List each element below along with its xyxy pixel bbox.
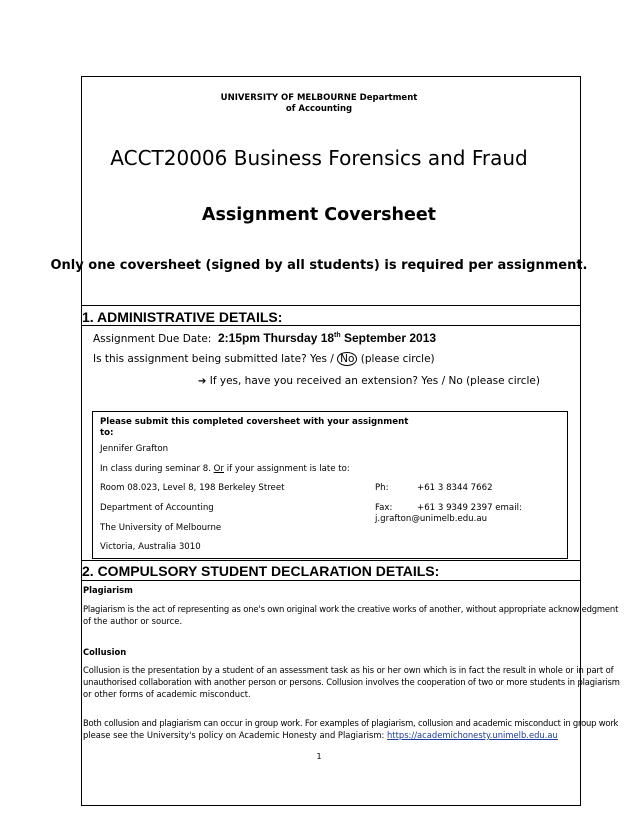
late-question-text: Is this assignment being submitted late? Yes / bbox=[93, 353, 338, 365]
university-heading bbox=[0, 93, 638, 115]
extension-question bbox=[198, 375, 540, 387]
due-date-label: Assignment Due Date: bbox=[93, 333, 212, 345]
section1-heading: 1. ADMINISTRATIVE DETAILS: bbox=[82, 309, 283, 325]
extension-question-text: If yes, have you received an extension? Yes / No (please circle) bbox=[206, 375, 540, 387]
group-work-policy-text: please see the University's policy on Academic Honesty and Plagiarism: bbox=[83, 730, 387, 740]
document-title: Assignment Coversheet bbox=[201, 205, 437, 225]
plagiarism-text bbox=[83, 603, 619, 627]
section2-divider bbox=[81, 580, 581, 581]
due-date-rest: September 2013 bbox=[340, 331, 437, 345]
submission-heading-line-1: Please submit this completed coversheet with your assignment bbox=[100, 417, 409, 427]
address-department: Department of Accounting bbox=[100, 503, 214, 513]
group-work-line-2 bbox=[83, 729, 580, 741]
fax-label: Fax: bbox=[375, 503, 393, 513]
seminar-late-text: if your assignment is late to: bbox=[223, 464, 350, 474]
coversheet-notice: Only one coversheet (signed by all students) is required per assignment. bbox=[50, 258, 588, 273]
seminar-text: In class during seminar 8. bbox=[100, 464, 214, 474]
page-number: 1 bbox=[316, 752, 322, 761]
recipient-name: Jennifer Grafton bbox=[100, 444, 169, 454]
section1-divider bbox=[81, 325, 581, 326]
collusion-line-2: unauthorised collaboration with another person or persons. Collusion involves the cooperation of two or more students in plagiarism bbox=[83, 677, 620, 687]
collusion-line-1: Collusion is the presentation by a student of an assessment task as his or her own which is in fact the result in whole or in part of bbox=[83, 665, 614, 675]
university-line-1: UNIVERSITY OF MELBOURNE Department bbox=[220, 93, 418, 103]
seminar-or: Or bbox=[213, 464, 224, 474]
academic-honesty-link[interactable]: https://academichonesty.unimelb.edu.au bbox=[387, 730, 558, 740]
submission-heading-line-2: to: bbox=[100, 428, 114, 438]
collusion-title: Collusion bbox=[83, 647, 127, 657]
late-question bbox=[93, 352, 435, 366]
arrow-icon: ➔ bbox=[198, 376, 207, 387]
circled-answer: No bbox=[337, 352, 357, 366]
group-work-line-1: Both collusion and plagiarism can occur in group work. For examples of plagiarism, collusion and academic misconduct in group work bbox=[83, 718, 619, 728]
due-date-main: 2:15pm Thursday 18 bbox=[218, 331, 335, 345]
email-value: j.grafton@unimelb.edu.au bbox=[375, 514, 488, 524]
address-university: The University of Melbourne bbox=[100, 523, 222, 533]
collusion-text bbox=[83, 664, 620, 700]
collusion-line-3: or other forms of academic misconduct. bbox=[83, 689, 251, 699]
address-room: Room 08.023, Level 8, 198 Berkeley Street bbox=[100, 483, 285, 493]
plagiarism-line-2: of the author or source. bbox=[83, 616, 183, 626]
address-city: Victoria, Australia 3010 bbox=[100, 542, 201, 552]
due-date-value bbox=[218, 331, 436, 345]
due-date-suffix: th bbox=[334, 332, 341, 339]
group-work-text bbox=[83, 717, 619, 741]
section2-heading: 2. COMPULSORY STUDENT DECLARATION DETAILS: bbox=[82, 563, 440, 579]
plagiarism-title: Plagiarism bbox=[83, 585, 133, 595]
course-title: ACCT20006 Business Forensics and Fraud bbox=[110, 146, 528, 170]
submission-heading bbox=[100, 417, 408, 439]
plagiarism-line-1: Plagiarism is the act of representing as one's own original work the creative works of another, without appropriate acknowledgment bbox=[83, 604, 619, 614]
university-line-2: of Accounting bbox=[285, 104, 353, 114]
phone-label: Ph: bbox=[375, 483, 389, 493]
seminar-instructions bbox=[100, 464, 350, 474]
fax-value: +61 3 9349 2397 email: bbox=[417, 503, 522, 513]
phone-value: +61 3 8344 7662 bbox=[417, 483, 493, 493]
late-question-suffix: (please circle) bbox=[357, 353, 435, 365]
